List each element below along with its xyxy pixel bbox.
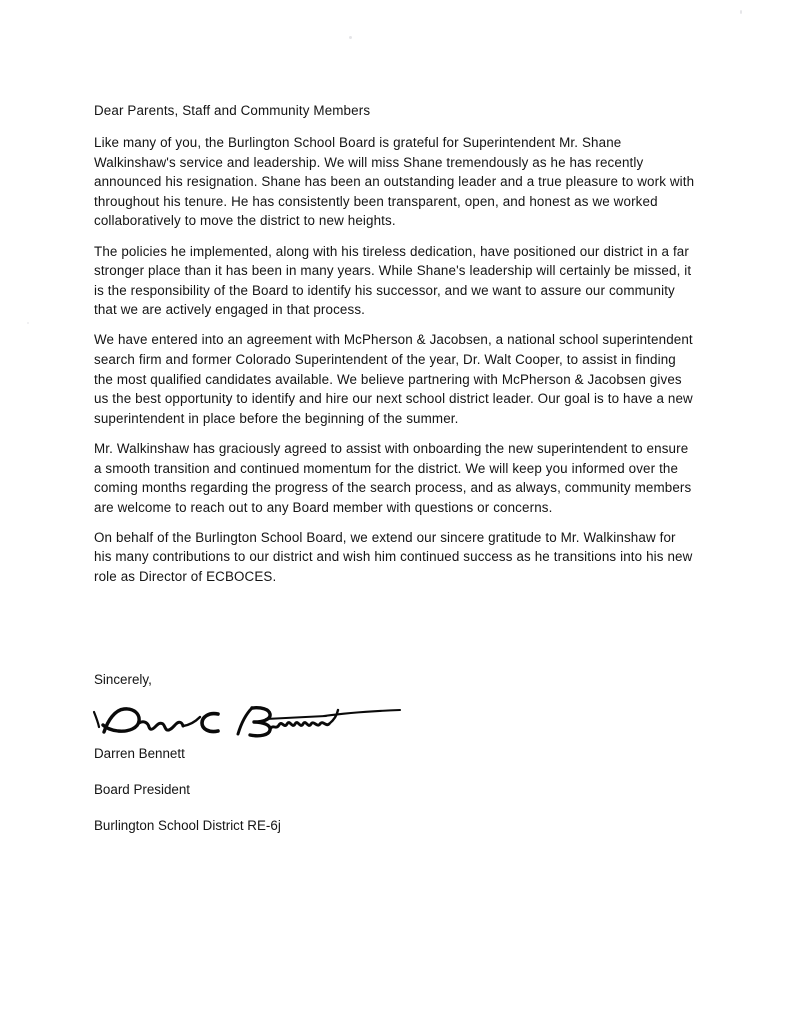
scan-artifact [740,10,742,14]
signer-title: Board President [94,781,191,797]
closing-block [94,670,514,835]
body-paragraph-5: On behalf of the Burlington School Board, we extend our sincere gratitude to Mr. Walkinshaw for his many contributions to our district and wish him continued success as he transitions into his new role as Director of ECBOCES. [94,529,697,584]
salutation: Dear Parents, Staff and Community Members [94,103,371,118]
letter-body [94,101,699,587]
scan-artifact [349,36,352,39]
closing-salutation: Sincerely, [94,672,152,687]
signer-organization: Burlington School District RE-6j [94,817,281,833]
body-paragraph-1: Like many of you, the Burlington School Board is grateful for Superintendent Mr. Shane Walkinshaw's service and leadership. We will miss Shane tremendously as he has recently announced his resignation. Shane has been an outstanding leader and a true pleasure to work with throughout his tenure. He has consistently been transparent, open, and honest as we worked collaboratively to move the district to new heights. [94,135,699,229]
scan-artifact [27,322,29,324]
body-paragraph-4: Mr. Walkinshaw has graciously agreed to assist with onboarding the new superintendent to ensure a smooth transition and continued momentum for the district. We will keep you informed over the coming months regarding the progress of the search process, and as always, community members are welcome to reach out to any Board member with questions or concerns. [94,440,696,515]
body-paragraph-3: We have entered into an agreement with McPherson & Jacobsen, a national school superintendent search firm and former Colorado Superintendent of the year, Dr. Walt Cooper, to assist in finding the most qualified candidates available. We believe partnering with McPherson & Jacobsen gives us the best opportunity to identify and hire our next school district leader. Our goal is to have a new superintendent in place before the beginning of the summer. [94,332,697,426]
body-paragraph-2: The policies he implemented, along with his tireless dedication, have positioned our district in a far stronger place than it has been in many years. While Shane's leadership will certainly be missed, it is the responsibility of the Board to identify his successor, and we want to assure our community that we are actively engaged in that process. [94,243,696,318]
signature-strokes [78,696,408,742]
signer-name: Darren Bennett [94,745,185,761]
signature-image [78,696,408,742]
